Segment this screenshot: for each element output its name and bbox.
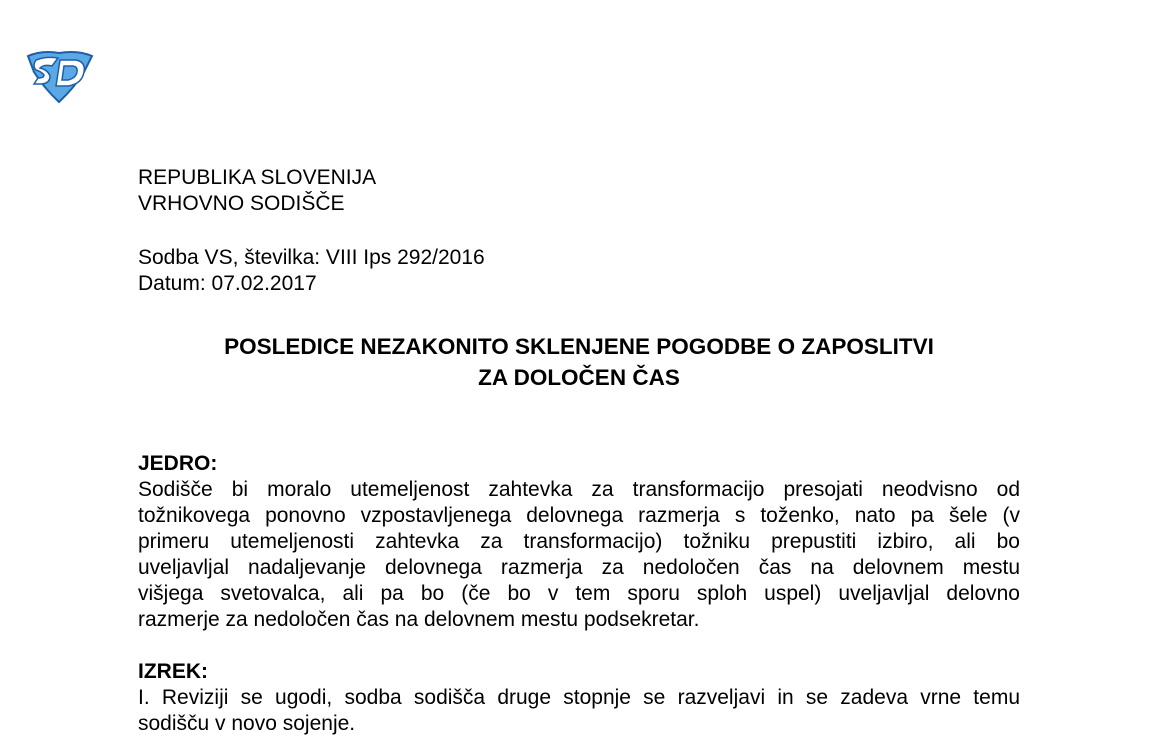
izrek-heading: IZREK: xyxy=(138,660,208,683)
case-date: Datum: 07.02.2017 xyxy=(138,272,317,295)
jedro-line: razmerje za nedoločen čas na delovnem mestu podsekretar. xyxy=(138,608,700,631)
title-line-2: ZA DOLOČEN ČAS xyxy=(478,365,680,390)
court-name: VRHOVNO SODIŠČE xyxy=(138,192,345,215)
izrek-paragraph xyxy=(138,685,1020,737)
jedro-line: tožnikovega ponovno vzpostavljenega delovnega razmerja s toženko, nato pa šele (v xyxy=(138,504,1020,527)
case-info xyxy=(138,245,1020,297)
title-line-1: POSLEDICE NEZAKONITO SKLENJENE POGODBE O ZAPOSLITVI xyxy=(224,334,934,359)
izrek-line: sodišču v novo sojenje. xyxy=(138,712,356,735)
document-title xyxy=(138,331,1020,393)
jedro-line: primeru utemeljenosti zahtevka za transformacijo) tožniku prepustiti izbiro, ali bo xyxy=(138,530,1020,553)
court-header xyxy=(138,165,1020,217)
jedro-line: uveljavljal nadaljevanje delovnega razmerja za nedoločen čas na delovnem mestu xyxy=(138,556,1020,579)
court-logo-icon xyxy=(22,48,96,104)
republic-label: REPUBLIKA SLOVENIJA xyxy=(138,166,377,189)
jedro-heading: JEDRO: xyxy=(138,452,218,475)
jedro-line: Sodišče bi moralo utemeljenost zahtevka za transformacijo presojati neodvisno od xyxy=(138,478,1020,501)
izrek-line: I. Reviziji se ugodi, sodba sodišča druge stopnje se razveljavi in se zadeva vrne temu xyxy=(138,686,1020,709)
jedro-paragraph xyxy=(138,477,1020,633)
jedro-line: višjega svetovalca, ali pa bo (če bo v tem sporu sploh uspel) uveljavljal delovno xyxy=(138,582,1020,605)
document-body xyxy=(138,165,1020,737)
case-number: Sodba VS, številka: VIII Ips 292/2016 xyxy=(138,246,485,269)
